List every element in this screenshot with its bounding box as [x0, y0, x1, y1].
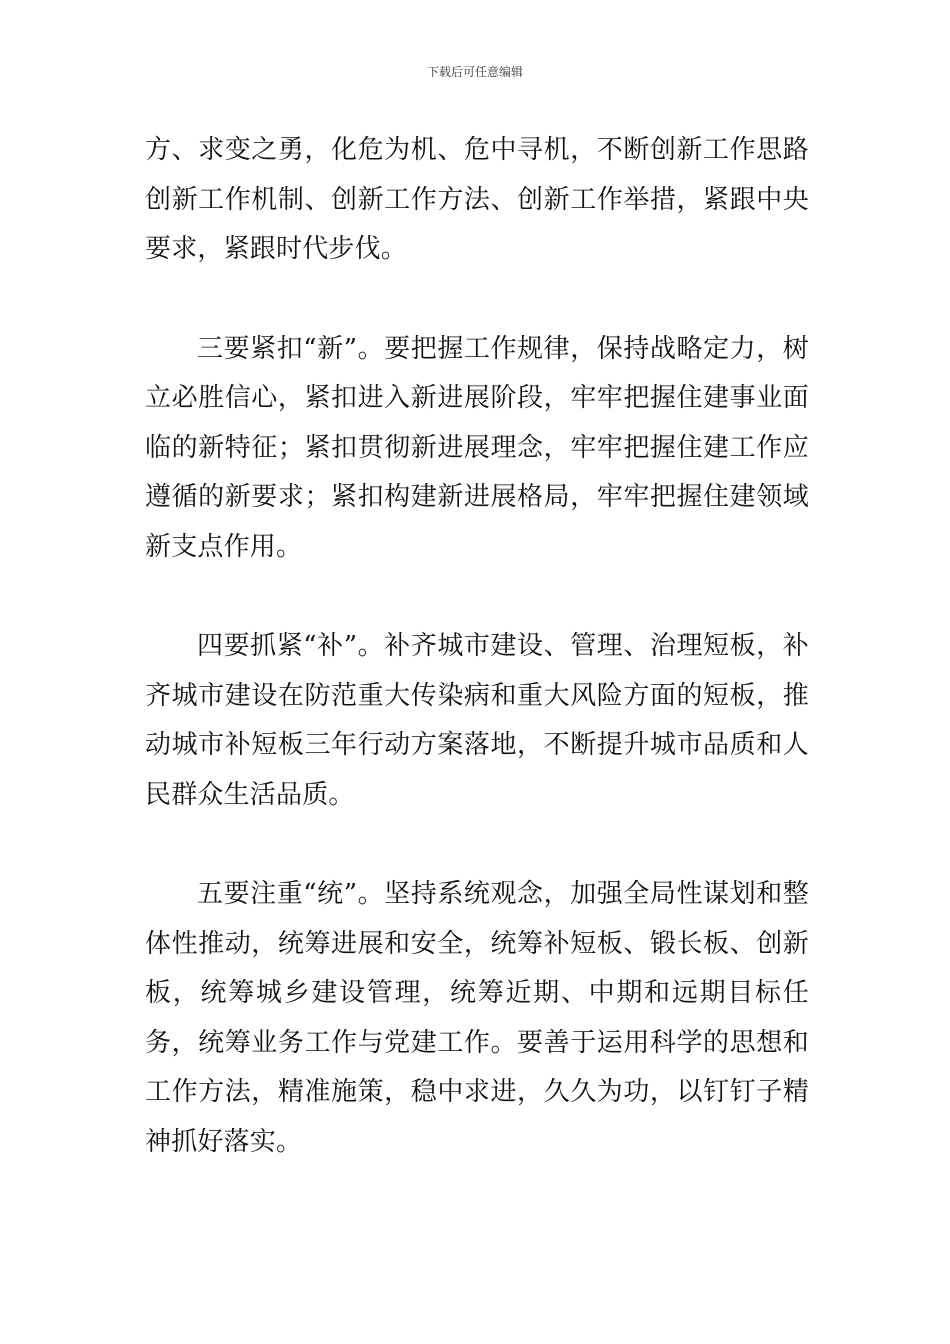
paragraph-wu-yao-zhu-zhong-tong: 五要注重“统”。坚持系统观念，加强全局性谋划和整体性推动，统筹进展和安全，统筹补短板、锻长板、创新板，统筹城乡建设管理，统筹近期、中期和远期目标任务，统筹业务工作与党建工作。要善于运用科学的思想和工作方法，精准施策，稳中求进，久久为功，以钉钉子精神抓好落实。 [145, 879, 809, 1157]
paragraph-continuation: 方、求变之勇，化危为机、危中寻机，不断创新工作思路创新工作机制、创新工作方法、创新工作举措，紧跟中央要求，紧跟时代步伐。 [145, 135, 809, 264]
paragraph-gap [145, 820, 809, 870]
paragraph-si-yao-zhua-jin-bu: 四要抓紧“补”。补齐城市建设、管理、治理短板，补齐城市建设在防范重大传染病和重大风险方面的短板，推动城市补短板三年行动方案落地，不断提升城市品质和人民群众生活品质。 [145, 631, 809, 810]
document-body [145, 126, 809, 1167]
paragraph-gap [145, 572, 809, 622]
paragraph-gap [145, 275, 809, 325]
paragraph-san-yao-jin-kou-xin: 三要紧扣“新”。要把握工作规律，保持战略定力，树立必胜信心，紧扣进入新进展阶段，牢牢把握住建事业面临的新特征；紧扣贯彻新进展理念，牢牢把握住建工作应遵循的新要求；紧扣构建新进展格局，牢牢把握住建领域新支点作用。 [145, 333, 809, 562]
page-header-note: 下载后可任意编辑 [426, 65, 523, 79]
